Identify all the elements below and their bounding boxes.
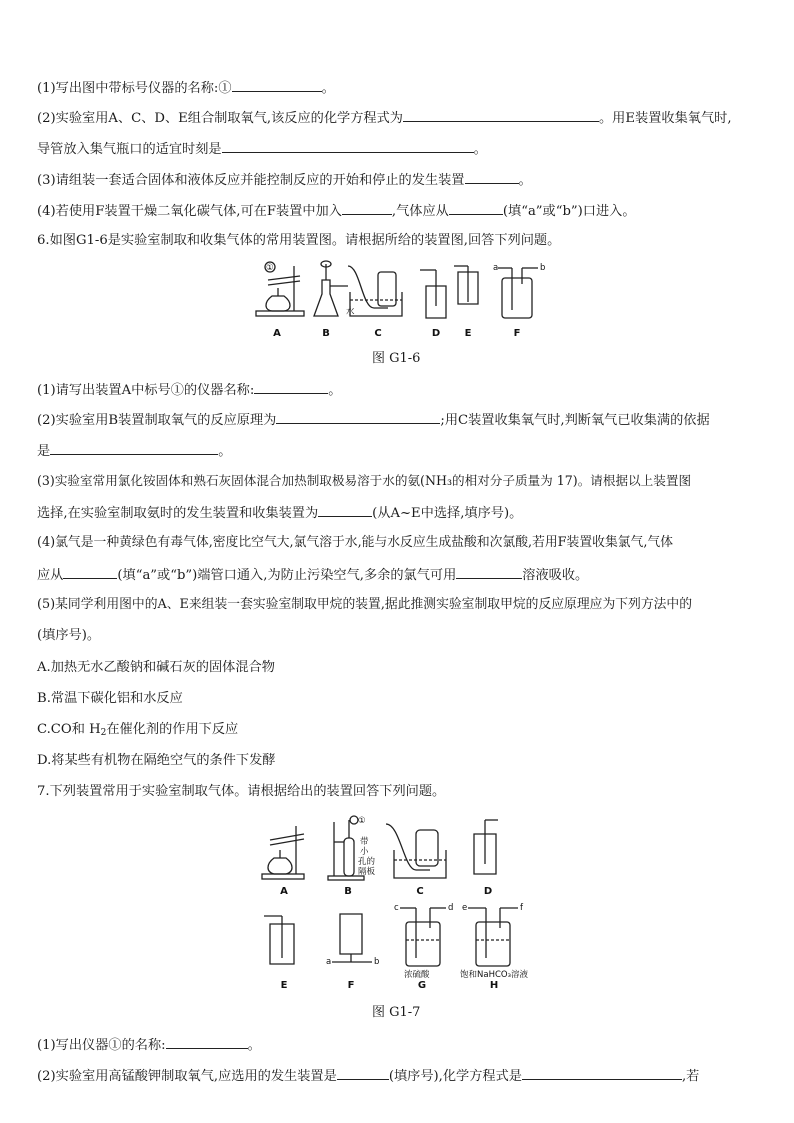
q6-part2-text: (2)实验室用B装置制取氧气的反应原理为 (37, 413, 277, 428)
answer-blank[interactable] (522, 1066, 682, 1080)
option-d: D.将某些有机物在隔绝空气的条件下发酵 (37, 753, 276, 768)
label-b: B (322, 328, 330, 339)
punct: 。 (328, 383, 342, 398)
punct: 。 (321, 81, 335, 96)
q6-part2b-text: 是 (37, 444, 51, 459)
label-d: D (483, 886, 493, 897)
q6-part2-tail: ;用C装置收集氧气时,判断氧气已收集满的依据 (440, 413, 710, 428)
q5-part1-text: (1)写出图中带标号仪器的名称:① (37, 81, 232, 96)
port-a-label: a (493, 263, 499, 273)
port-d-label: d (448, 903, 454, 913)
q5-part4 (37, 201, 636, 221)
stand-base (256, 311, 304, 316)
punct: 。 (218, 444, 232, 459)
plate-label-1: 带 (360, 837, 369, 847)
label-b: B (344, 886, 352, 897)
circle-1-label: ① (266, 263, 274, 273)
q5-part2b-text: 导管放入集气瓶口的适宜时刻是 (37, 142, 222, 157)
answer-blank[interactable] (254, 380, 328, 394)
label-f: F (513, 328, 521, 339)
q6-part3b-tail: (从A~E中选择,填序号)。 (372, 506, 523, 521)
figure-caption-g1-7: 图 G1-7 (372, 1005, 421, 1020)
q6-part5: (5)某同学利用图中的A、E来组装一套实验室制取甲烷的装置,据此推测实验室制取甲烷的反应原理应为下列方法中的 (37, 597, 693, 612)
plate-label-3: 孔的 (358, 857, 376, 867)
label-e: E (464, 328, 472, 339)
answer-blank[interactable] (318, 503, 372, 517)
gas-jar (378, 272, 396, 306)
q6-part3b (37, 503, 522, 523)
q7-part2 (37, 1066, 699, 1086)
plate-label-2: 小 (360, 847, 369, 857)
circle-1-label: ① (358, 816, 366, 826)
q5-part2-text: (2)实验室用A、C、D、E组合制取氧气,该反应的化学方程式为 (37, 111, 403, 126)
q6-part4b-mid: (填“a”或“b”)端管口通入,为防止污染空气,多余的氯气可用 (117, 568, 457, 583)
water-label: 水 (346, 307, 355, 317)
q6-part1 (37, 380, 341, 400)
answer-blank[interactable] (50, 441, 218, 455)
plate-label-4: 隔板 (358, 867, 376, 877)
q5-part4-text: (4)若使用F装置干燥二氧化碳气体,可在F装置中加入 (37, 204, 342, 219)
label-h: H (489, 980, 499, 991)
q6-part4b (37, 565, 588, 585)
label-c: C (374, 328, 382, 339)
q6-part2b (37, 441, 231, 461)
apparatus-diagram-g1-6 (250, 256, 550, 340)
q5-part4-tail: (填“a”或“b”)口进入。 (502, 204, 636, 219)
answer-blank[interactable] (276, 410, 440, 424)
water-trough (350, 292, 402, 316)
option-a: A.加热无水乙酸钠和碱石灰的固体混合物 (37, 660, 275, 675)
punct: 。 (247, 1038, 261, 1053)
q5-part3 (37, 170, 532, 190)
option-c-tail: 在催化剂的作用下反应 (106, 722, 239, 737)
h-liquid-label: 饱和NaHCO₃溶液 (460, 970, 528, 980)
label-a: A (280, 886, 288, 897)
apparatus-diagram-g1-7 (254, 812, 544, 992)
q6-part4b-text: 应从 (37, 568, 64, 583)
answer-blank[interactable] (403, 108, 599, 122)
q5-part3-text: (3)请组装一套适合固体和液体反应并能控制反应的开始和停止的发生装置 (37, 173, 465, 188)
q5-part2-tail: 。用E装置收集氧气时, (599, 111, 732, 126)
q6-part2 (37, 410, 710, 430)
punct: 。 (473, 142, 487, 157)
q7-part2-text: (2)实验室用高锰酸钾制取氧气,应选用的发生装置是 (37, 1069, 337, 1084)
port-b-label: b (540, 263, 546, 273)
alcohol-lamp (266, 296, 290, 311)
option-c (37, 721, 238, 739)
q5-part2 (37, 108, 732, 128)
q6-part3: (3)实验室常用氯化铵固体和熟石灰固体混合加热制取极易溶于水的氨(NH₃的相对分子质量为 17)。请根据以上装置图 (37, 473, 692, 488)
q7-stem: 7.下列装置常用于实验室制取气体。请根据给出的装置回答下列问题。 (37, 784, 446, 799)
answer-blank[interactable] (449, 201, 503, 215)
punct: 。 (518, 173, 532, 188)
answer-blank[interactable] (63, 565, 117, 579)
q5-part1 (37, 78, 335, 98)
label-f: F (347, 980, 355, 991)
option-c-text: C.CO和 H (37, 722, 101, 737)
port-b-label: b (374, 957, 380, 967)
label-g: G (417, 980, 427, 991)
answer-blank[interactable] (166, 1035, 248, 1049)
port-a-label: a (326, 957, 332, 967)
answer-blank[interactable] (456, 565, 522, 579)
q7-part1-text: (1)写出仪器①的名称: (37, 1038, 166, 1053)
q7-part2-mid: (填序号),化学方程式是 (388, 1069, 522, 1084)
figure-g1-7 (254, 812, 544, 992)
q6-part3b-text: 选择,在实验室制取氨时的发生装置和收集装置为 (37, 506, 319, 521)
q6-part4b-tail: 溶液吸收。 (522, 568, 589, 583)
q7-part2-tail: ,若 (681, 1069, 700, 1084)
q6-stem: 6.如图G1-6是实验室制取和收集气体的常用装置图。请根据所给的装置图,回答下列问题。 (37, 233, 561, 248)
q5-part2b (37, 139, 487, 159)
port-f-label: f (520, 903, 523, 913)
answer-blank[interactable] (232, 78, 322, 92)
answer-blank[interactable] (337, 1066, 389, 1080)
bottle-f (502, 278, 532, 318)
port-c-label: c (394, 903, 399, 913)
subscript: 2 (100, 728, 107, 738)
answer-blank[interactable] (342, 201, 392, 215)
q7-part1 (37, 1035, 261, 1055)
test-tube (268, 276, 300, 280)
label-d: D (431, 328, 441, 339)
q6-part1-text: (1)请写出装置A中标号①的仪器名称: (37, 383, 255, 398)
q6-part4: (4)氯气是一种黄绿色有毒气体,密度比空气大,氯气溶于水,能与水反应生成盐酸和次氯酸,若用F装置收集氯气,气体 (37, 535, 674, 550)
port-e-label: e (462, 903, 468, 913)
label-c: C (416, 886, 424, 897)
figure-caption-g1-6: 图 G1-6 (372, 351, 421, 366)
option-b: B.常温下碳化铝和水反应 (37, 691, 183, 706)
figure-g1-6 (250, 256, 550, 340)
label-a: A (273, 328, 281, 339)
answer-blank[interactable] (465, 170, 519, 184)
g-liquid-label: 浓硫酸 (404, 970, 430, 980)
answer-blank[interactable] (222, 139, 474, 153)
q6-part5b: (填序号)。 (37, 628, 101, 643)
q5-part4-mid: ,气体应从 (391, 204, 449, 219)
label-e: E (280, 980, 288, 991)
